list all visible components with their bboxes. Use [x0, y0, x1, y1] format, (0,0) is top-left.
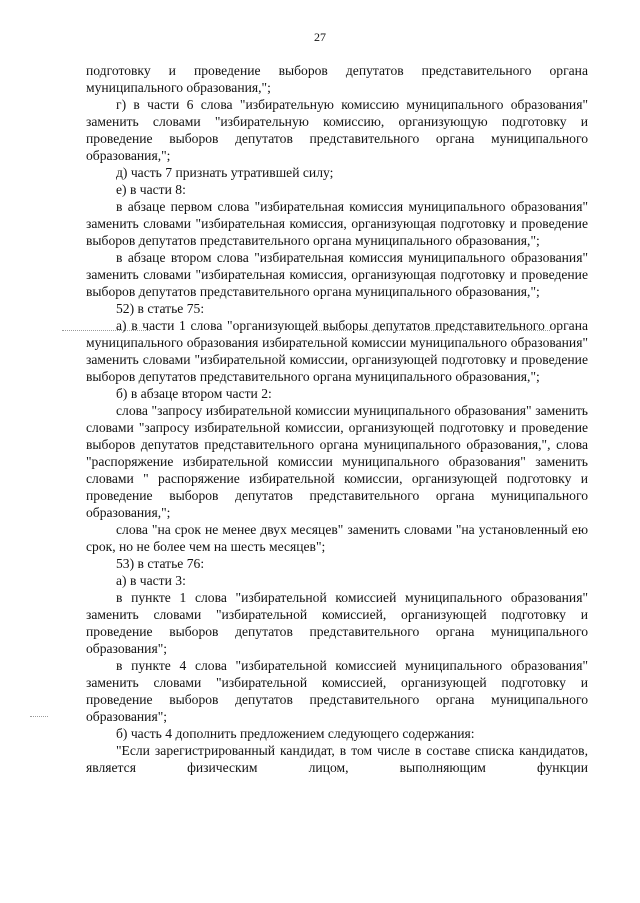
paragraph: г) в части 6 слова "избирательную комиссию муниципального образования" заменить словами "избирательную комиссию, организующую подготовку и проведение выборов депутатов представительного органа муниципального образования,"; [86, 97, 588, 163]
paragraph: "Если зарегистрированный кандидат, в том числе в составе списка кандидатов, является физическим лицом, выполняющим функции [86, 743, 588, 775]
paragraph: 53) в статье 76: [116, 556, 205, 571]
paragraph: а) в части 1 слова "организующей выборы депутатов представительного органа муниципального образования избирательной комиссии муниципального образования" заменить словами "избирательной комиссии, организующей подготовку и проведение выборов депутатов представительного органа муниципального образования,"; [86, 318, 588, 384]
paragraph: слова "запросу избирательной комиссии муниципального образования" заменить словами "запросу избирательной комиссии, организующей подготовку и проведение выборов депутатов представительного органа муниципального образования,", слова "распоряжение избирательной комиссии муниципального образования" заменить словами " распоряжение избирательной комиссии, организующей подготовку и проведение выборов депутатов представительного органа муниципального образования,"; [86, 403, 588, 520]
document-body [86, 62, 588, 776]
page-number: 27 [314, 30, 326, 44]
paragraph: подготовку и проведение выборов депутатов представительного органа муниципального образования,"; [86, 63, 588, 95]
scan-artifact [30, 716, 48, 717]
paragraph: б) в абзаце втором части 2: [116, 386, 272, 401]
scan-artifact [300, 330, 550, 331]
scan-artifact [62, 330, 150, 331]
paragraph: в пункте 4 слова "избирательной комиссией муниципального образования" заменить словами "избирательной комиссией, организующей подготовку и проведение выборов депутатов представительного органа муниципального образования"; [86, 658, 588, 724]
paragraph: 52) в статье 75: [116, 301, 205, 316]
paragraph: а) в части 3: [116, 573, 186, 588]
paragraph: е) в части 8: [116, 182, 186, 197]
paragraph: в пункте 1 слова "избирательной комиссией муниципального образования" заменить словами "избирательной комиссией, организующей подготовку и проведение выборов депутатов представительного органа муниципального образования"; [86, 590, 588, 656]
paragraph: в абзаце первом слова "избирательная комиссия муниципального образования" заменить словами "избирательная комиссия, организующая подготовку и проведение выборов депутатов представительного органа муниципального образования,"; [86, 199, 588, 248]
paragraph: б) часть 4 дополнить предложением следующего содержания: [116, 726, 475, 741]
paragraph: д) часть 7 признать утратившей силу; [116, 165, 334, 180]
paragraph: слова "на срок не менее двух месяцев" заменить словами "на установленный ею срок, но не более чем на шесть месяцев"; [86, 522, 588, 554]
paragraph: в абзаце втором слова "избирательная комиссия муниципального образования" заменить словами "избирательная комиссия, организующая подготовку и проведение выборов депутатов представительного органа муниципального образования,"; [86, 250, 588, 299]
